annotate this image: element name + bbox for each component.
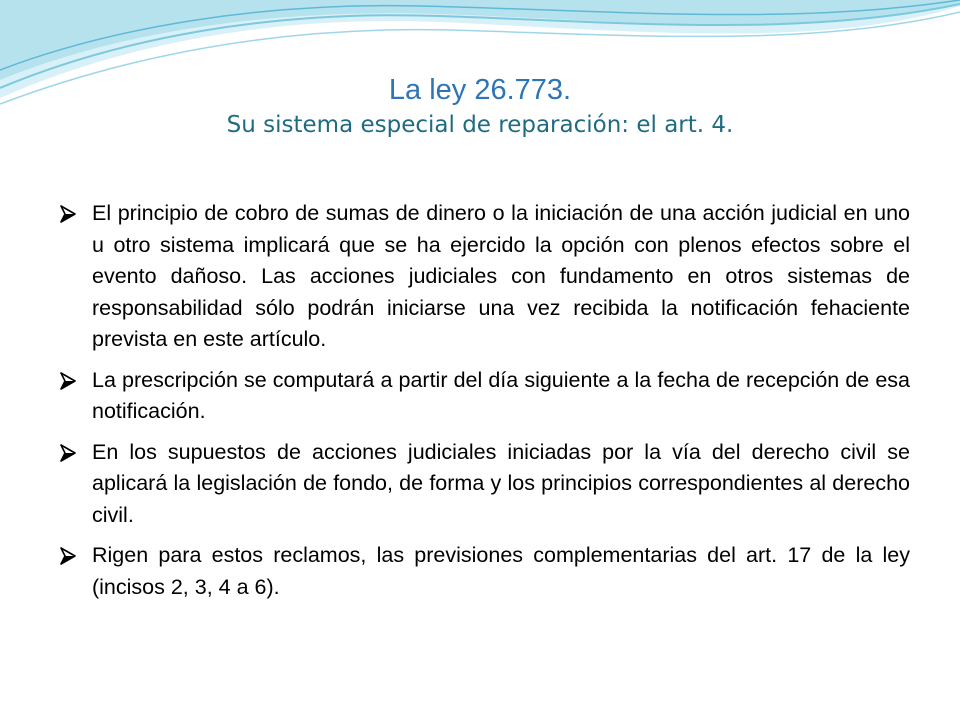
bullet-item	[58, 365, 910, 428]
title-subtitle: Su sistema especial de reparación: el art. 4.	[226, 112, 734, 138]
bullet-item	[58, 437, 910, 532]
title-law-number: La ley 26.773.	[388, 74, 572, 106]
bullet-text: Rigen para estos reclamos, las previsiones complementarias del art. 17 de la ley (incisos 2, 3, 4 a 6).	[92, 543, 910, 599]
arrow-bullet-icon	[58, 371, 78, 391]
arrow-bullet-icon	[58, 204, 78, 224]
bullet-text: El principio de cobro de sumas de dinero o la iniciación de una acción judicial en uno u otro sistema implicará que se ha ejercido la opción con plenos efectos sobre el evento dañoso. Las acciones judiciales con fundamento en otros sistemas de responsabilidad sólo podrán iniciarse una vez recibida la notificación fehaciente prevista en este artículo.	[92, 201, 910, 351]
arrow-bullet-icon	[58, 443, 78, 463]
arrow-bullet-icon	[58, 546, 78, 566]
bullet-text: La prescripción se computará a partir del día siguiente a la fecha de recepción de esa notificación.	[92, 367, 910, 423]
bullet-list	[58, 198, 910, 612]
bullet-text: En los supuestos de acciones judiciales iniciadas por la vía del derecho civil se aplicará la legislación de fondo, de forma y los principios correspondientes al derecho civil.	[92, 439, 910, 527]
slide-title	[0, 72, 960, 142]
bullet-item	[58, 198, 910, 356]
bullet-item	[58, 540, 910, 603]
